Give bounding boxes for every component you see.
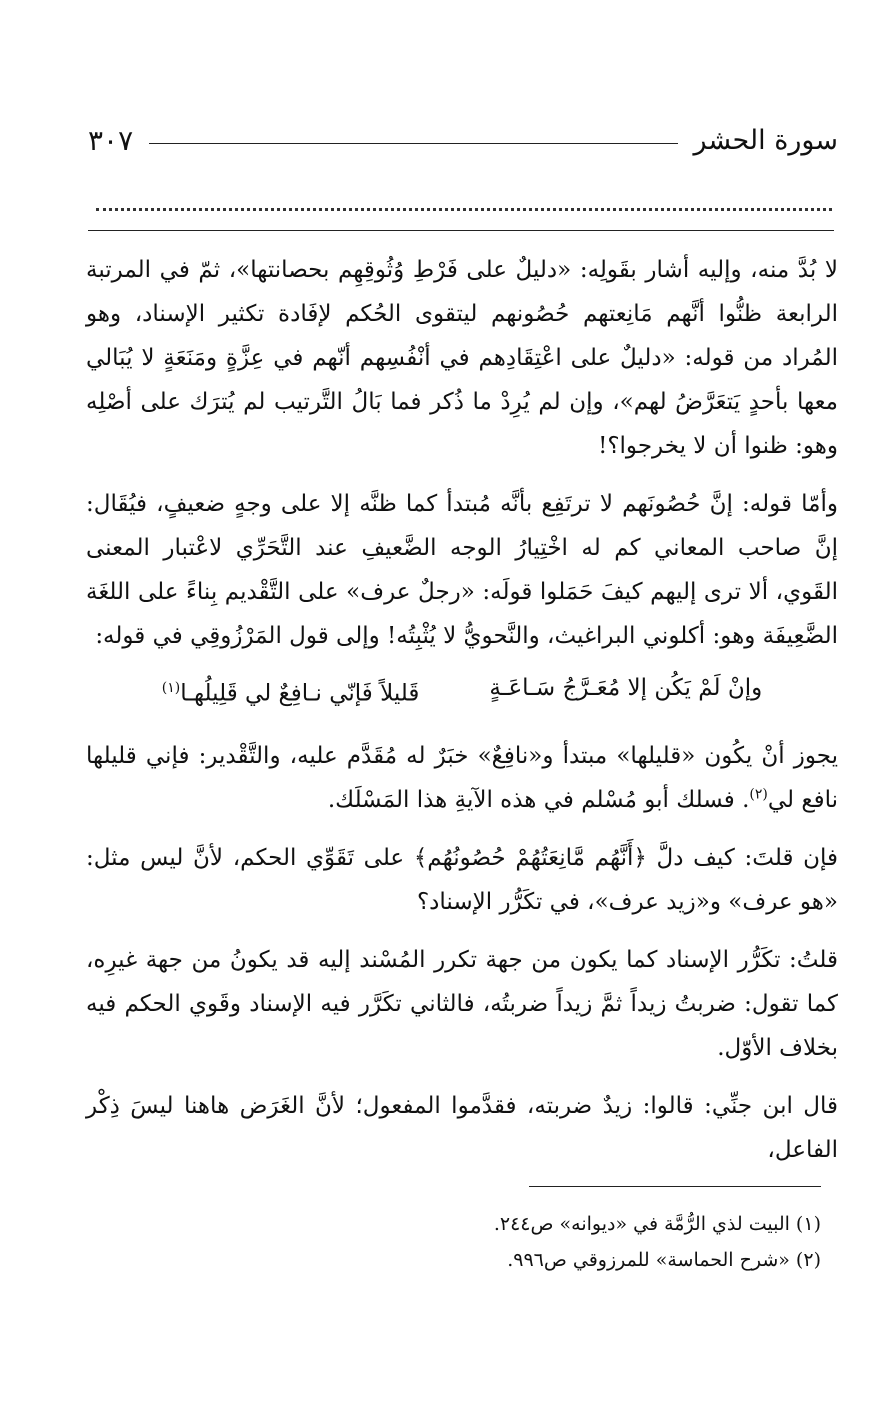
- footnote-separator: [529, 1186, 821, 1187]
- verse-first-hemistich: وإنْ لَمْ يَكُن إلا مُعَـرَّجُ سَـاعَـةٍ: [489, 675, 763, 701]
- verse-second-hemistich-wrap: [162, 666, 420, 716]
- main-text: [86, 248, 838, 1180]
- verse-second-hemistich: قَليلاً فَإنّي نـافِعٌ لي قَلِيلُهـا: [180, 680, 420, 707]
- footnote-marker-1: (١): [161, 680, 181, 696]
- paragraph-4: فإن قلتَ: كيف دلَّ ﴿أَنَّهُم مَّانِعَتُهُمْ حُصُونُهُم﴾ على تَقَوِّي الحكم، لأنَّ ليس مثل: «هو عرف» و«زيد عرف»، في تكَرُّر الإسناد؟: [86, 844, 838, 915]
- paragraph-3-end: . فسلك أبو مُسْلم في هذه الآيةِ هذا المَسْلَك.: [327, 786, 750, 813]
- solid-divider: [88, 230, 834, 231]
- footnote-1: (١) البيت لذي الرُّمَّة في «ديوانه» ص٢٤٤.: [493, 1213, 821, 1235]
- paragraph-1: لا بُدَّ منه، وإليه أشار بقَولِه: «دليلٌ على فَرْطِ وُثُوقِهِم بحصانتها»، ثمّ في المرتبة الرابعة ظنُّوا أنَّهم مَانِعتهم حُصُونهم ليتقوى الحُكم لإفَادة تكثير الإسناد، وهو المُراد من قوله: «دليلٌ على اعْتِقَادِهم في أنْفُسِهم أنّهم في عِزَّةٍ ومَنَعَةٍ لا يُبَالي معها بأحدٍ يَتعَرَّضُ لهم»، وإن لم يُرِدْ ما ذُكر فما بَالُ التَّرتيب لم يُترَك على أصْلِه وهو: ظنوا أن لا يخرجوا؟!: [86, 257, 838, 459]
- poetry-verse: [86, 666, 838, 716]
- page-header: [88, 118, 838, 162]
- footnotes: [121, 1206, 821, 1278]
- surah-title: سورة الحشر: [693, 124, 838, 156]
- header-rule: [149, 143, 677, 144]
- paragraph-3: [86, 734, 838, 822]
- dotted-divider: [96, 208, 832, 211]
- footnote-2: (٢) «شرح الحماسة» للمرزوقي ص٩٩٦.: [507, 1249, 821, 1271]
- paragraph-2: وأمّا قوله: إنَّ حُصُونَهم لا ترتَفِع بأنَّه مُبتدأ كما ظنَّه إلا على وجهٍ ضعيفٍ، فيُقَال: إنَّ صاحب المعاني كم له اخْتِيارُ الوجه الضَّعيفِ عند التَّحَرِّي لاعْتبار المعنى القَوي، ألا ترى إليهم كيفَ حَمَلوا قولَه: «رجلٌ عرف» على التَّقْديم بِناءً على اللغَة الضَّعِيفَة وهو: أكلوني البراغيث، والنَّحويُّ لا يُثْبِتُه! وإلى قول المَرْزُوقِي في قوله:: [86, 491, 838, 649]
- page-number: ٣٠٧: [88, 123, 134, 157]
- paragraph-5: قلتُ: تكَرُّر الإسناد كما يكون من جهة تكرر المُسْند إليه قد يكونُ من جهة غيرِه، كما تقول: ضربتُ زيداً ثمَّ زيداً ضربتُه، فالثاني تكَرَّر فيه الإسناد وقَوي الحكم فيه بخلاف الأوّل.: [86, 946, 838, 1061]
- paragraph-6: قال ابن جنِّي: قالوا: زيدٌ ضربته، فقدَّموا المفعول؛ لأنَّ الغَرَض هاهنا ليسَ ذِكْر الفاعل،: [86, 1092, 838, 1163]
- footnote-marker-2: (٢): [749, 786, 768, 802]
- paragraph-3-text: يجوز أنْ يكُون «قليلها» مبتدأ و«نافِعٌ» خبَرٌ له مُقَدَّم عليه، والتَّقْدير: فإني قليلها نافع لي: [86, 742, 838, 813]
